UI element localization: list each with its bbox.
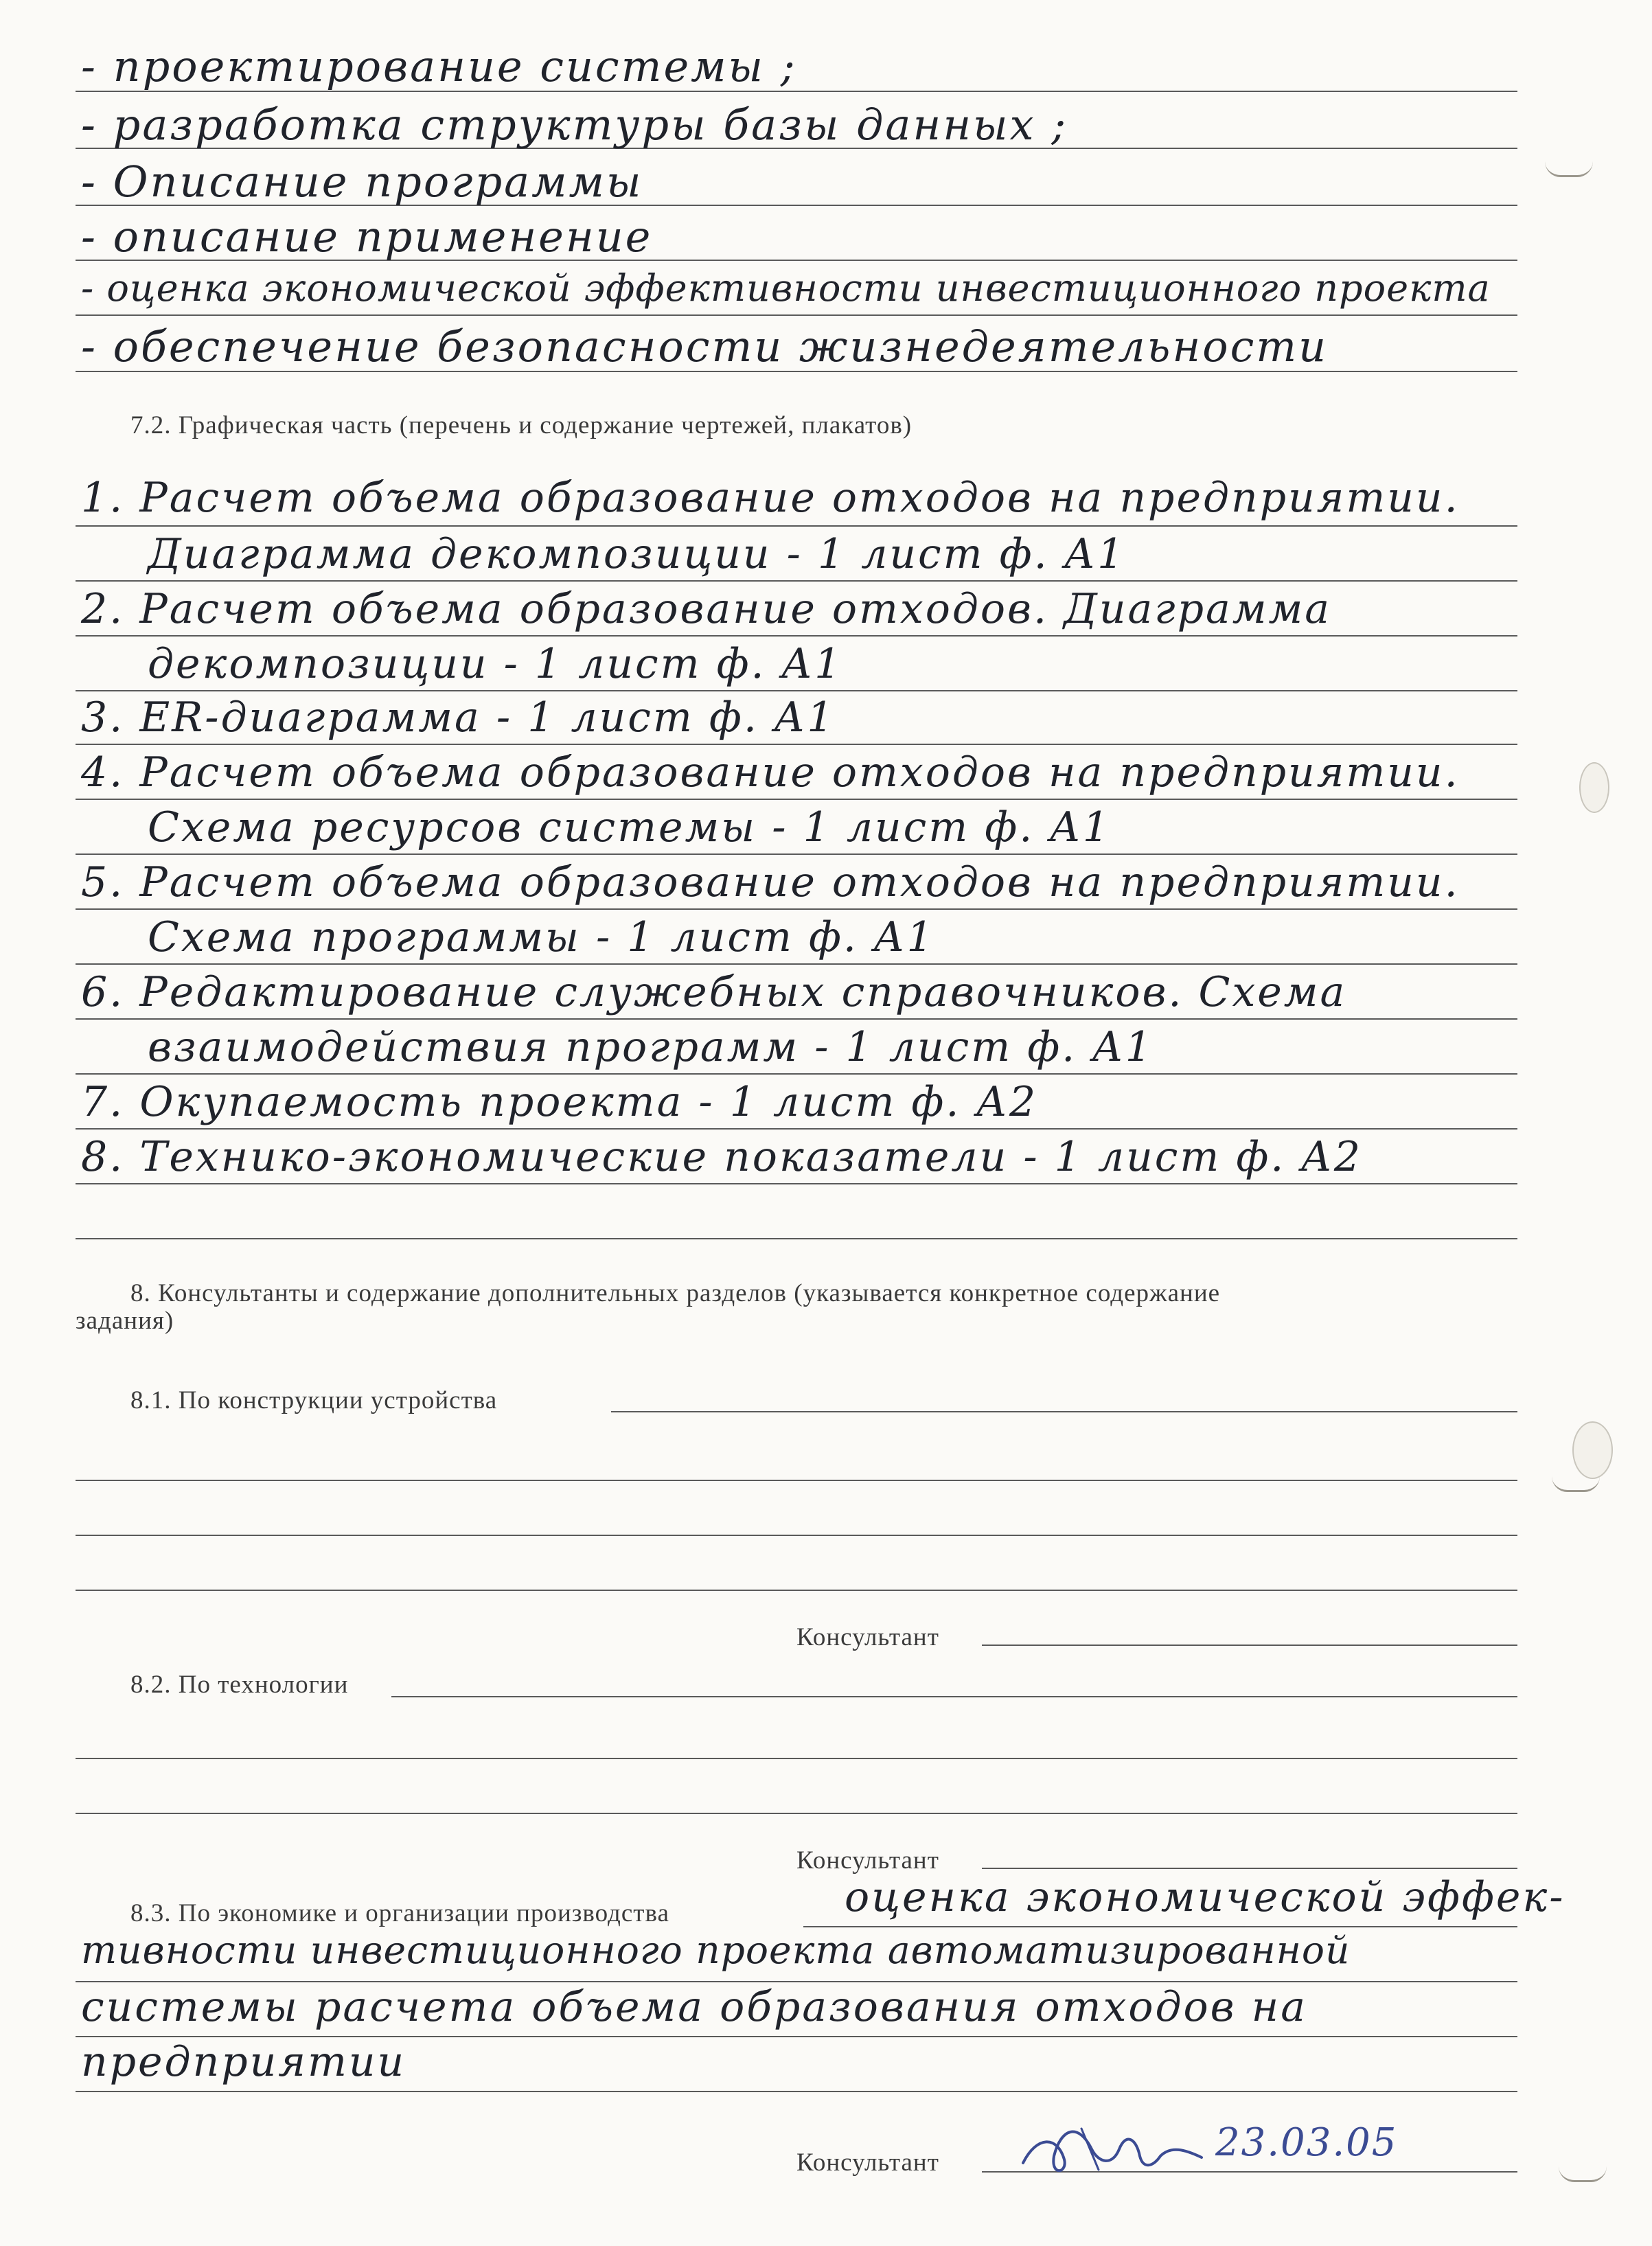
section-8-heading: 8. Консультанты и содержание дополнительных разделов (указывается конкретное содержание xyxy=(130,1279,1221,1307)
section-7-2-heading: 7.2. Графическая часть (перечень и содержание чертежей, плакатов) xyxy=(130,411,913,439)
edge-mark-bottom xyxy=(1559,2166,1607,2182)
edge-mark-mid xyxy=(1552,1476,1600,1492)
section-8-1-label: 8.1. По конструкции устройства xyxy=(130,1386,498,1414)
rule-8-2-a xyxy=(391,1696,1517,1697)
rule-8 xyxy=(76,580,1517,582)
drawing-line: 3. ER-диаграмма - 1 лист ф. А1 xyxy=(81,694,836,742)
rule-9 xyxy=(76,635,1517,637)
rule-8-3-d xyxy=(76,2091,1517,2092)
section-8-heading-cont: задания) xyxy=(76,1307,174,1335)
drawing-line: взаимодействия программ - 1 лист ф. А1 xyxy=(148,1023,1154,1071)
list-item: - оценка экономической эффективности инвестиционного проекта xyxy=(81,266,1491,310)
drawing-line: 7. Окупаемость проекта - 1 лист ф. А2 xyxy=(81,1078,1038,1126)
rule-8-1-d xyxy=(76,1590,1517,1591)
consultant-label-2: Консультант xyxy=(796,1846,939,1875)
section-8-3-label: 8.3. По экономике и организации производства xyxy=(130,1899,669,1927)
rule-11 xyxy=(76,744,1517,745)
consultant-line-2 xyxy=(982,1868,1517,1869)
list-item: - разработка структуры базы данных ; xyxy=(81,100,1068,150)
drawing-line: 4. Расчет объема образование отходов на предприятии. xyxy=(81,748,1460,797)
drawing-line: 2. Расчет объема образование отходов. Диаграмма xyxy=(81,585,1332,633)
consultant-line-1 xyxy=(982,1645,1517,1646)
drawing-line: 8. Технико-экономические показатели - 1 лист ф. А2 xyxy=(81,1133,1363,1181)
list-item: - Описание программы xyxy=(81,157,643,207)
rule-12 xyxy=(76,799,1517,800)
list-item: - проектирование системы ; xyxy=(81,41,797,91)
rule-8-3-c xyxy=(76,2036,1517,2037)
economics-text-line: оценка экономической эффек- xyxy=(845,1873,1565,1921)
rule-18 xyxy=(76,1128,1517,1130)
rule-20 xyxy=(76,1238,1517,1239)
drawing-line: 1. Расчет объема образование отходов на предприятии. xyxy=(81,474,1460,522)
drawing-line: Схема ресурсов системы - 1 лист ф. А1 xyxy=(148,803,1111,851)
rule-16 xyxy=(76,1018,1517,1020)
rule-7 xyxy=(76,525,1517,527)
rule-13 xyxy=(76,853,1517,855)
rule-17 xyxy=(76,1073,1517,1075)
economics-text-line: системы расчета объема образования отходов на xyxy=(81,1983,1307,2031)
edge-mark-top xyxy=(1545,161,1593,177)
drawing-line: 6. Редактирование служебных справочников. Схема xyxy=(81,968,1347,1016)
rule-14 xyxy=(76,908,1517,910)
punch-hole-top xyxy=(1579,762,1609,813)
drawing-line: 5. Расчет объема образование отходов на предприятии. xyxy=(81,858,1460,906)
rule-10 xyxy=(76,690,1517,691)
rule-15 xyxy=(76,963,1517,965)
rule-8-1-c xyxy=(76,1535,1517,1536)
economics-text-line: предприятии xyxy=(81,2038,406,2086)
rule-8-1-b xyxy=(76,1480,1517,1481)
rule-8-2-c xyxy=(76,1813,1517,1814)
section-8-2-label: 8.2. По технологии xyxy=(130,1671,349,1699)
consultant-label-3: Консультант xyxy=(796,2148,939,2177)
rule-8-3-b xyxy=(76,1981,1517,1982)
drawing-line: декомпозиции - 1 лист ф. А1 xyxy=(148,640,843,688)
rule-8-2-b xyxy=(76,1758,1517,1759)
rule-5 xyxy=(76,314,1517,316)
list-item: - обеспечение безопасности жизнедеятельности xyxy=(81,321,1329,371)
punch-hole-mid xyxy=(1572,1421,1613,1479)
drawing-line: Схема программы - 1 лист ф. А1 xyxy=(148,913,935,961)
signature-date: 23.03.05 xyxy=(1215,2120,1398,2165)
signature-image xyxy=(1016,2108,1208,2184)
drawing-line: Диаграмма декомпозиции - 1 лист ф. А1 xyxy=(148,530,1126,578)
economics-text-line: тивности инвестиционного проекта автоматизированной xyxy=(81,1928,1351,1972)
rule-19 xyxy=(76,1183,1517,1184)
rule-8-3-a xyxy=(803,1926,1517,1927)
list-item: - описание применение xyxy=(81,211,653,262)
consultant-label-1: Консультант xyxy=(796,1623,939,1651)
rule-8-1-a xyxy=(611,1411,1517,1412)
